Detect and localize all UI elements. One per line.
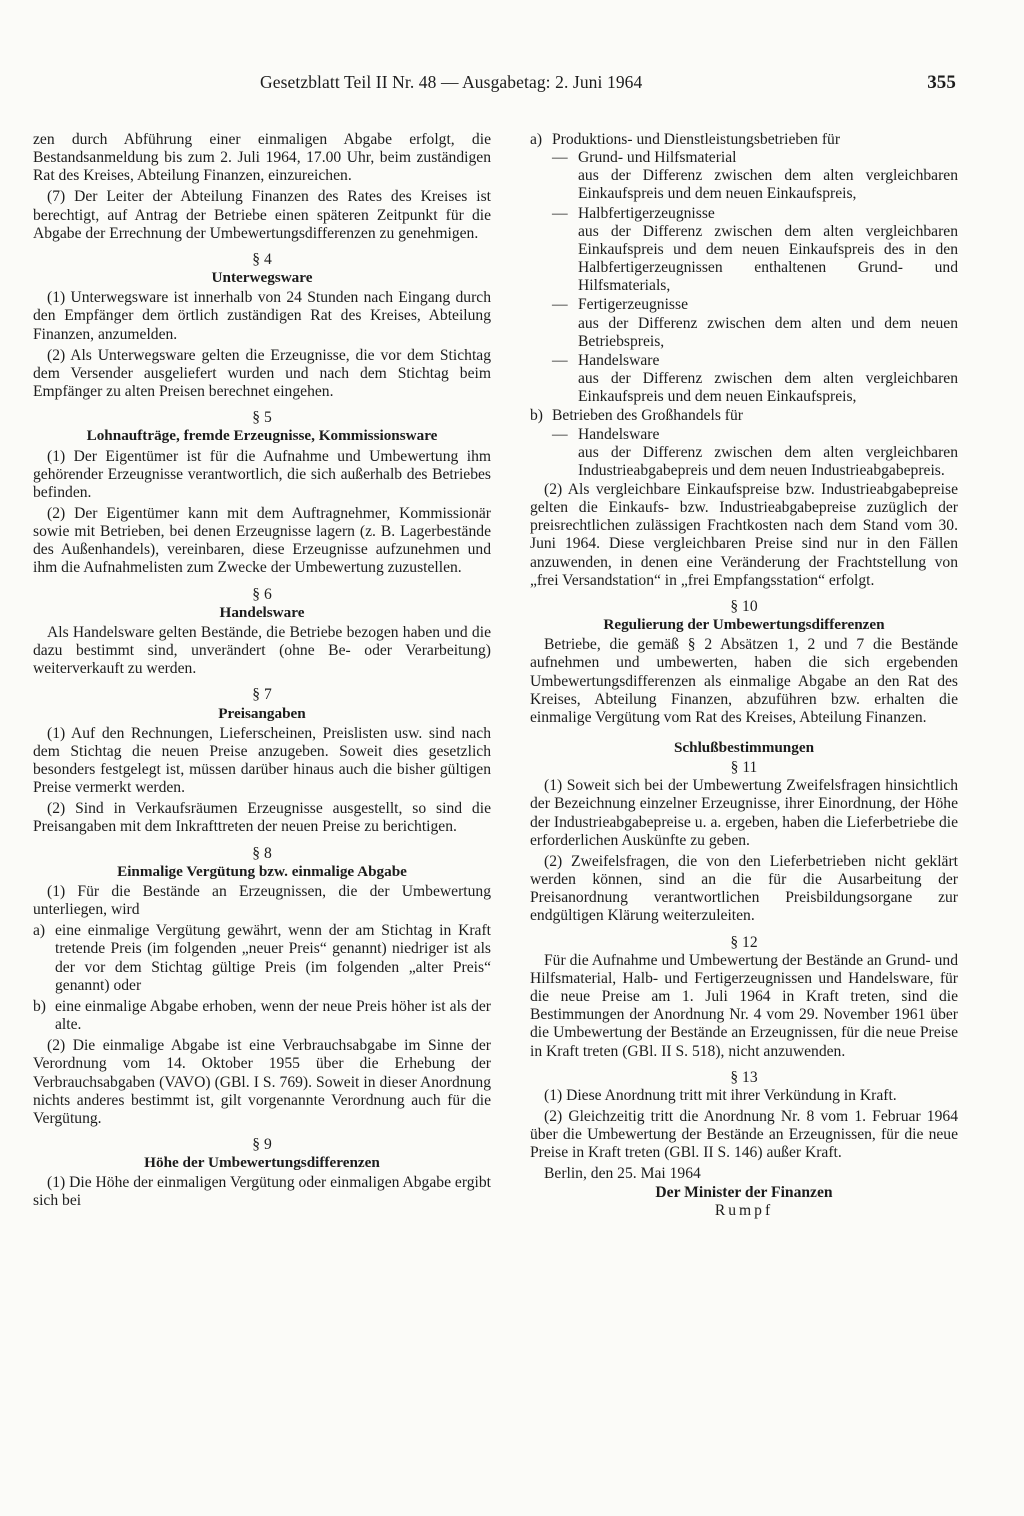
section-number: § 11 — [730, 759, 758, 777]
section-number: § 4 — [252, 250, 272, 268]
list-item — [33, 998, 491, 1034]
list-text: Produktions- und Dienstleistungsbetrieben für — [552, 131, 841, 148]
paragraph: (1) Der Eigentümer ist für die Aufnahme und Umbewertung ihm gehörender Erzeugnisse verantwortlich, die sich außerhalb des Betriebes befinden. — [33, 447, 491, 501]
page-header — [260, 72, 960, 102]
paragraph: (2) Der Eigentümer kann mit dem Auftragnehmer, Kommissionär sowie mit Betrieben, bei denen Erzeugnisse lagern (z. B. Lagerbestände des Außenhandels), vereinbaren, diese Erzeugnisse aufzunehmen und ihm die Aufnahmelisten zum Zwecke der Umbewertung zuzustellen. — [33, 504, 491, 577]
section-number: § 7 — [252, 686, 272, 704]
section-number: § 13 — [730, 1068, 758, 1086]
right-column — [530, 131, 958, 1220]
dash-text: Fertigerzeugnisse — [578, 296, 688, 314]
section-heading: Regulierung der Umbewertungsdifferenzen — [603, 616, 885, 634]
dash-item — [530, 352, 958, 370]
gazette-title: Gesetzblatt Teil II Nr. 48 — Ausgabetag: 2. Juni 1964 — [260, 72, 643, 92]
section-number: § 10 — [730, 597, 758, 615]
dash-item — [530, 205, 958, 223]
paragraph: (1) Auf den Rechnungen, Lieferscheinen, Preislisten usw. sind nach dem Stichtag die neuen Preise anzugeben. Soweit dies gesetzlich besonders festgelegt ist, müssen darüber hinaus auch die bisher gültigen Preise vermerkt werden. — [33, 724, 491, 797]
place-date: Berlin, den 25. Mai 1964 — [544, 1165, 701, 1183]
list-item — [530, 131, 958, 149]
paragraph: (2) Gleichzeitig tritt die Anordnung Nr. 8 vom 1. Februar 1964 über die Umbewertung der Bestände an Erzeugnissen, für die neue Preise in Kraft treten (GBl. II S. 146) außer Kraft. — [530, 1107, 958, 1162]
list-label: a) — [530, 131, 543, 148]
paragraph: Als Handelsware gelten Bestände, die Betriebe bezogen haben und die dazu bestimmt sind, unverändert (ohne Be- oder Verarbeitung) weiterverkauft zu werden. — [33, 623, 491, 678]
section-number: § 12 — [730, 933, 758, 951]
signer-name: Rumpf — [714, 1201, 774, 1219]
paragraph: Betriebe, die gemäß § 2 Absätzen 1, 2 und 7 die Bestände aufnehmen und umbewerten, haben die sich ergebenden Umbewertungsdifferenzen als einmalige Abgabe an den Rat des Kreises, Abteilung Finanzen, abzuführen bzw. erhalten die einmalige Vergütung vom Rat des Kreises, Abteilung Finanzen. — [530, 636, 958, 726]
paragraph: (2) Zweifelsfragen, die von den Lieferbetrieben nicht geklärt werden können, sind an die für die Ausarbeitung der Preisanordnung verantwortlichen Preisbildungsorgane zur endgültigen Klärung weiterzuleiten. — [530, 852, 958, 925]
sub-text: aus der Differenz zwischen dem alten und dem neuen Betriebspreis, — [578, 314, 958, 350]
section-heading: Höhe der Umbewertungsdifferenzen — [144, 1154, 380, 1172]
dash-label: — — [552, 296, 568, 314]
sub-text: aus der Differenz zwischen dem alten vergleichbaren Einkaufspreis und dem neuen Einkaufspreis, — [578, 167, 958, 203]
paragraph: (1) Für die Bestände an Erzeugnissen, die der Umbewertung unterliegen, wird — [33, 882, 491, 919]
minister-title: Der Minister der Finanzen — [655, 1183, 833, 1201]
paragraph: (1) Diese Anordnung tritt mit ihrer Verkündung in Kraft. — [544, 1086, 897, 1104]
section-heading: Lohnaufträge, fremde Erzeugnisse, Kommissionsware — [86, 427, 438, 445]
list-text: Betrieben des Großhandels für — [552, 407, 743, 425]
sub-text: aus der Differenz zwischen dem alten vergleichbaren Einkaufspreis und dem neuen Einkaufspreis, — [578, 370, 958, 406]
list-label: a) — [33, 922, 46, 940]
dash-item — [530, 296, 958, 314]
dash-text: Halbfertigerzeugnisse — [578, 204, 715, 222]
list-item — [33, 922, 491, 995]
paragraph: (2) Sind in Verkaufsräumen Erzeugnisse ausgestellt, so sind die Preisangaben mit dem Inkrafttreten der neuen Preise zu berichtigen. — [33, 800, 491, 836]
paragraph: (1) Soweit sich bei der Umbewertung Zweifelsfragen hinsichtlich der Bezeichnung einzelner Erzeugnisse, ihrer Einordnung, der Höhe der Industrieabgabepreise u. a. ergeben, haben die Lieferbetriebe die erforderlichen Auskünfte zu geben. — [530, 777, 958, 849]
section-number: § 8 — [252, 844, 272, 862]
paragraph: zen durch Abführung einer einmaligen Abgabe erfolgt, die Bestandsanmeldung bis zum 2. Juli 1964, 17.00 Uhr, beim zuständigen Rat des Kreises, Abteilung Finanzen, einzureichen. — [33, 131, 491, 185]
section-heading: Preisangaben — [218, 704, 306, 722]
paragraph: Für die Aufnahme und Umbewertung der Bestände an Grund- und Hilfsmaterial, Halb- und Fertigerzeugnissen und Handelsware, für die neue Preise am 1. Juli 1964 in Kraft treten, sind die Bestimmungen der Anordnung Nr. 4 vom 29. November 1961 über die Umbewertung der Bestände an Erzeugnissen, für die neue Preise in Kraft treten (GBl. II S. 518), nicht anzuwenden. — [530, 951, 958, 1060]
dash-text: Grund- und Hilfsmaterial — [578, 149, 737, 167]
section-heading: Unterwegsware — [211, 269, 313, 287]
list-item — [530, 407, 958, 425]
sub-text: aus der Differenz zwischen dem alten vergleichbaren Einkaufspreis und dem neuen Einkaufspreis des in den Halbfertigerzeugnissen enthaltenen Grund- und Hilfsmaterials, — [578, 222, 958, 295]
list-label: b) — [530, 407, 543, 425]
paragraph: (7) Der Leiter der Abteilung Finanzen des Rates des Kreises ist berechtigt, auf Antrag der Betriebe einen späteren Zeitpunkt für die Abgabe der Errechnung der Umbewertungsdifferenzen zu genehmigen. — [33, 188, 491, 242]
section-heading: Handelsware — [219, 603, 305, 621]
section-heading: Einmalige Vergütung bzw. einmalige Abgabe — [117, 862, 407, 880]
section-number: § 6 — [252, 585, 272, 603]
paragraph: (2) Die einmalige Abgabe ist eine Verbrauchsabgabe im Sinne der Verordnung vom 14. Oktober 1955 über die Erhebung der Verbrauchsabgaben (VAVO) (GBl. I S. 769). Soweit in dieser Anordnung nichts anderes bestimmt ist, gilt vorgenannte Verordnung auch für die Vergütung. — [33, 1037, 491, 1127]
list-text: eine einmalige Abgabe erhoben, wenn der neue Preis höher ist als der alte. — [55, 997, 491, 1034]
dash-item — [530, 426, 958, 444]
dash-label: — — [552, 425, 568, 443]
dash-item — [530, 149, 958, 167]
paragraph: (1) Unterwegsware ist innerhalb von 24 Stunden nach Eingang durch den Empfänger dem örtlich zuständigen Rat des Kreises, Abteilung Finanzen, anzumelden. — [33, 289, 491, 343]
list-text: eine einmalige Vergütung gewährt, wenn der am Stichtag in Kraft tretende Preis (im folgenden „neuer Preis“ genannt) niedriger ist als der vor dem Stichtag gültige Preis (im folgenden „alter Preis“ genannt) oder — [55, 922, 491, 994]
paragraph: (2) Als Unterwegsware gelten die Erzeugnisse, die vor dem Stichtag dem Versender ausgeliefert wurden und nach dem Stichtag beim Empfänger zu alten Preisen berechnet eingehen. — [33, 346, 491, 401]
page-number: 355 — [927, 72, 956, 93]
paragraph: (2) Als vergleichbare Einkaufspreise bzw. Industrieabgabepreise gelten die Einkaufs- bzw. Industrieabgabepreise zuzüglich der preisrechtlichen zulässigen Frachtkosten nach dem Stand vom 30. Juni 1964. Diese vergleichbaren Preise sind nur in den Fällen anzuwenden, in denen eine Veränderung der Frachtstellung von „frei Versandstation“ in „frei Empfangsstation“ erfolgt. — [530, 480, 958, 589]
section-number: § 9 — [252, 1135, 272, 1153]
list-label: b) — [33, 997, 46, 1015]
dash-label: — — [552, 149, 568, 167]
paragraph: (1) Die Höhe der einmaligen Vergütung oder einmaligen Abgabe ergibt sich bei — [33, 1174, 491, 1210]
dash-text: Handelsware — [578, 351, 660, 369]
sub-text: aus der Differenz zwischen dem alten vergleichbaren Industrieabgabepreis und dem neuen Industrieabgabepreis. — [578, 443, 958, 479]
section-heading: Schlußbestimmungen — [673, 739, 815, 756]
dash-label: — — [552, 204, 568, 222]
left-column — [33, 131, 491, 1214]
dash-label: — — [552, 351, 568, 369]
dash-text: Handelsware — [578, 425, 660, 443]
section-number: § 5 — [252, 409, 272, 427]
